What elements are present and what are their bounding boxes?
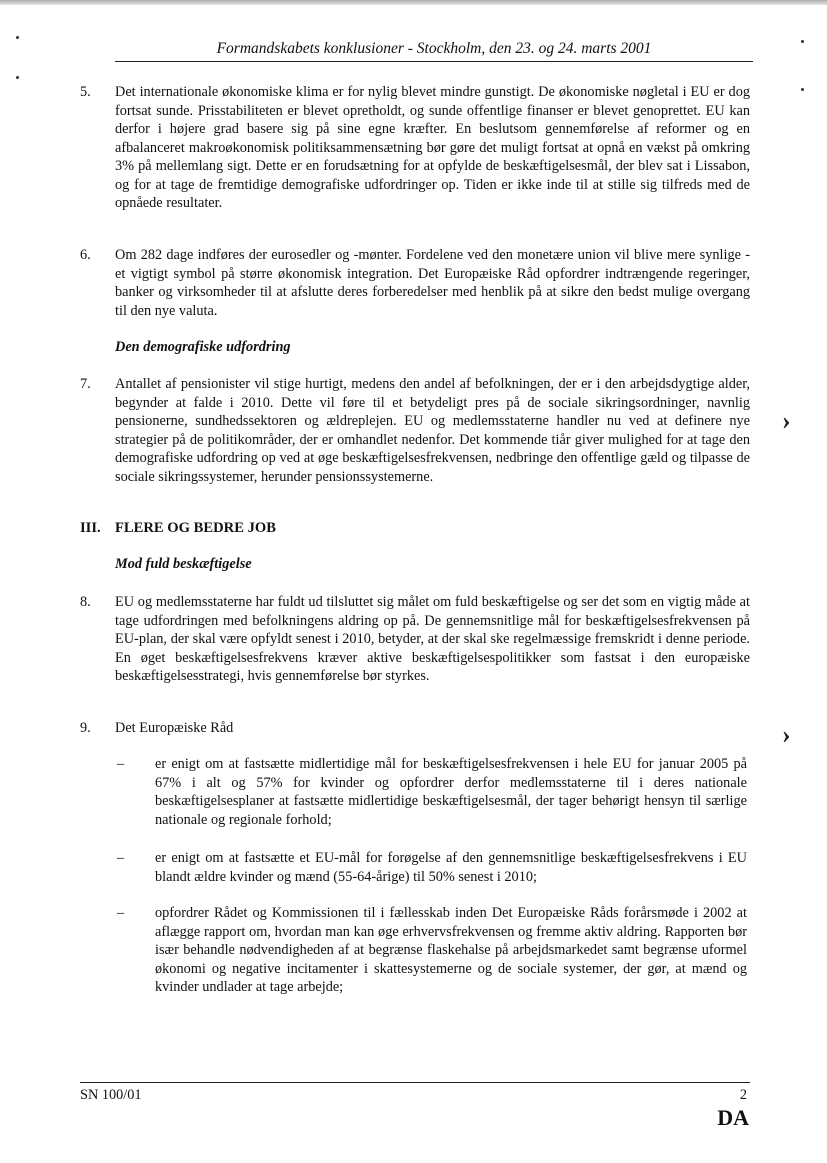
paragraph-text: Om 282 dage indføres der eurosedler og -mønter. Fordelene ved den monetære union vil blive mere synlige - et vigtigt symbol på større økonomisk integration. Det Europæiske Råd opfordrer indtrængende regeringer, banker og virksomheder til at afslutte deres forberedelser med henblik på at sikre den bedst mulige overgang til den nye valuta.	[115, 247, 750, 319]
bullet-text: er enigt om at fastsætte midlertidige mål for beskæftigelsesfrekvensen i hele EU for januar 2005 på 67% i alt og 57% for kvinder og opfordrer derfor medlemsstaterne til i deres nationale beskæftigelsesplaner at fastsætte midlertidige beskæftigelsesmål, der tager behørigt hensyn til særlige nationale og regionale forhold;	[155, 756, 747, 828]
footer-divider	[80, 1082, 750, 1083]
dash-icon: –	[117, 850, 125, 866]
scan-binding-mark-icon: ›	[782, 406, 791, 435]
scan-speck-icon	[16, 36, 19, 39]
bullet-item	[117, 904, 747, 997]
section-heading	[80, 520, 276, 537]
paragraph-5	[80, 83, 750, 213]
paragraph-6	[80, 246, 750, 320]
paragraph-7	[80, 375, 750, 486]
paragraph-number: 7.	[80, 376, 91, 392]
scan-speck-icon	[801, 88, 804, 91]
paragraph-number: 9.	[80, 720, 91, 736]
section-number: III.	[80, 520, 101, 536]
paragraph-text: EU og medlemsstaterne har fuldt ud tilsluttet sig målet om fuld beskæftigelse og ser det som en vigtig måde at tage udfordringen med befolkningens aldring op på. De gennemsnitlige mål for beskæftigelsesfrekvensen på EU-plan, der skal være opfyldt senest i 2010, betyder, at der skal ske regelmæssige fremskridt i denne periode. En øget beskæftigelsesfrekvens kræver aktive beskæftigelsespolitikker som fastsat i den europæiske beskæftigelsesstrategi, hvis gennemførelse bør styrkes.	[115, 594, 750, 684]
scan-speck-icon	[16, 76, 19, 79]
page-header: Formandskabets konklusioner - Stockholm, den 23. og 24. marts 2001	[115, 40, 753, 62]
scan-speck-icon	[801, 40, 804, 43]
document-number: SN 100/01	[80, 1087, 142, 1103]
scan-top-edge	[0, 0, 827, 5]
section-title: FLERE OG BEDRE JOB	[115, 520, 276, 536]
page-number: 2	[739, 1087, 747, 1103]
bullet-text: er enigt om at fastsætte et EU-mål for forøgelse af den gennemsnitlige beskæftigelsesfrekvens i EU blandt ældre kvinder og mænd (55-64-årige) til 50% senest i 2010;	[155, 850, 747, 885]
paragraph-text: Det internationale økonomiske klima er for nylig blevet mindre gunstigt. De økonomiske nøgletal i EU er dog fortsat sunde. Prisstabiliteten er blevet opretholdt, og sunde offentlige finanser er blevet genoprettet. EU kan derfor i højere grad basere sig på sine egne kræfter. En beslutsom gennemførelse af reformer og en afbalanceret makroøkonomisk politiksammensætning bør gøre det muligt fortsat at opnå en vækst på omkring 3% på mellemlang sigt. Dette er en forudsætning for at opfylde de beskæftigelsesmål, der blev sat i Lissabon, og for at tage de fremtidige demografiske udfordringer op. Tiden er ikke inde til at stille sig tilfreds med de opnåede resultater.	[115, 84, 750, 211]
paragraph-text: Antallet af pensionister vil stige hurtigt, medens den andel af befolkningen, der er i den arbejdsdygtige alder, begynder at falde i 2010. Dette vil føre til et betydeligt pres på de sociale sikringsordninger, navnlig pensionerne, sundhedssektoren og ældreplejen. EU og medlemsstaterne handler nu ved at definere nye strategier på de politikområder, der er omhandlet nedenfor. Det kommende tiår giver mulighed for at tage den demografiske udfordring op ved at øge beskæftigelsesfrekvensen, nedbringe den offentlige gæld og tilpasse de sociale sikringssystemer, herunder pensionssystemerne.	[115, 376, 750, 485]
subheading-demografi: Den demografiske udfordring	[115, 339, 291, 355]
bullet-item	[117, 755, 747, 829]
subheading-beskaeftigelse: Mod fuld beskæftigelse	[115, 556, 252, 572]
dash-icon: –	[117, 905, 125, 921]
paragraph-9	[80, 719, 750, 738]
scan-binding-mark-icon: ›	[782, 720, 791, 749]
paragraph-8	[80, 593, 750, 686]
bullet-text: opfordrer Rådet og Kommissionen til i fællesskab inden Det Europæiske Råds forårsmøde i 2002 at aflægge rapport om, hvordan man kan øge erhvervsfrekvensen og fremme aktiv aldring. Rapporten bør især behandle nødvendigheden af at begrænse flaskehalse på arbejdsmarkedet samt begrænse uformel økonomi og negative incitamenter i skattesystemerne og de sociale systemer, der gør, at mænd og kvinder undlader at tage arbejde;	[155, 905, 747, 995]
paragraph-number: 6.	[80, 247, 91, 263]
paragraph-number: 8.	[80, 594, 91, 610]
paragraph-number: 5.	[80, 84, 91, 100]
dash-icon: –	[117, 756, 125, 772]
language-code: DA	[717, 1105, 749, 1130]
bullet-item	[117, 849, 747, 886]
paragraph-text: Det Europæiske Råd	[115, 720, 234, 736]
